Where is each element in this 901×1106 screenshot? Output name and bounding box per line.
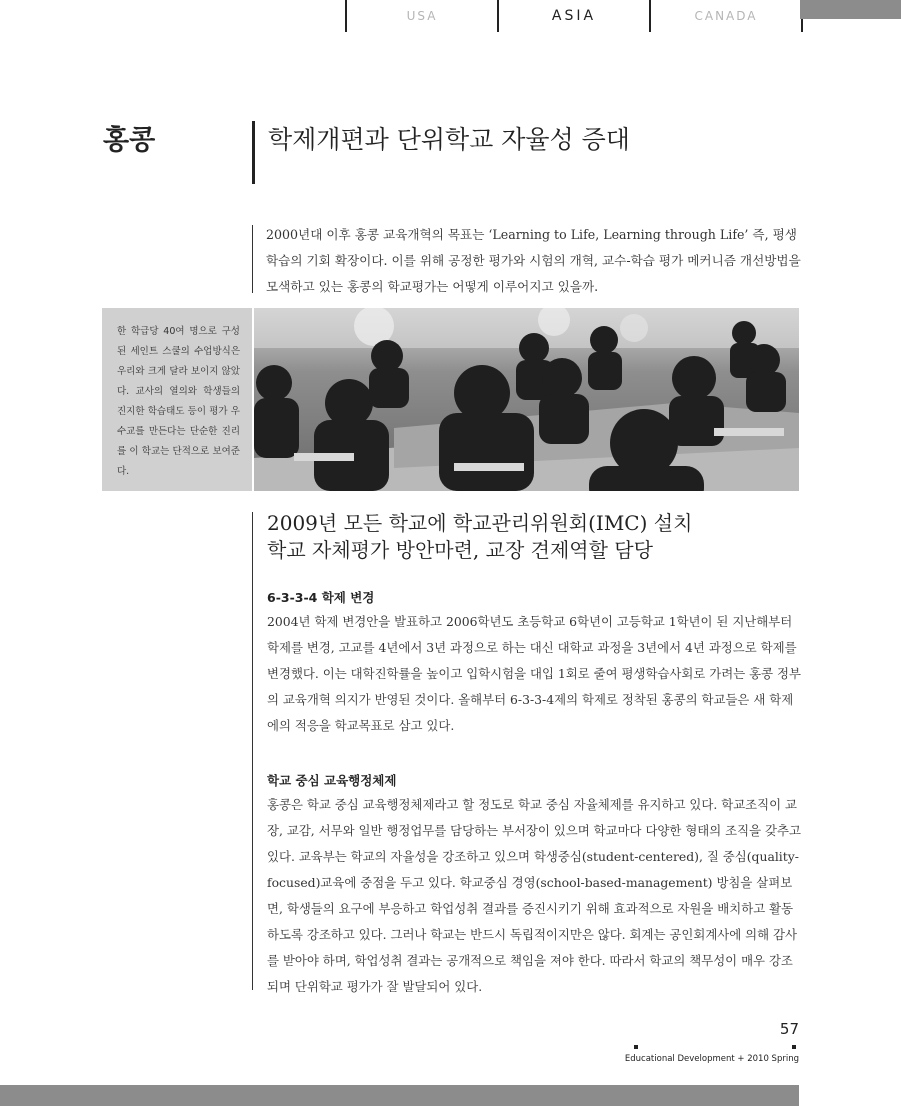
tab-canada[interactable]: CANADA [649, 0, 803, 32]
tab-usa[interactable]: USA [345, 0, 497, 32]
bottom-accent-bar [0, 1085, 799, 1106]
footer-square-left [634, 1045, 638, 1049]
subheading-school-system: 6-3-3-4 학제 변경 [267, 590, 375, 605]
section-nav [345, 0, 803, 32]
photo-caption-box [102, 308, 252, 491]
publication-footer: Educational Development + 2010 Spring [624, 1054, 799, 1064]
article-title: 학제개편과 단위학교 자율성 증대 [268, 125, 630, 154]
body-paragraph-school-system: 2004년 학제 변경안을 발표하고 2006학년도 초등학교 6학년이 고등학교 1학년이 된 지난해부터 학제를 변경, 고교를 4년에서 3년 과정으로 하는 대신 대학교 과정을 3년에서 4년 과정으로 학제를 변경했다. 이는 대학진학률을 높이고 입학시험을 대입 1회로 줄여 평생학습사회로 가려는 홍콩 정부의 교육개혁 의지가 반영된 것이다. 올해부터 6-3-3-4제의 학제로 정착된 홍콩의 학교들은 새 학제에의 적응을 학교목표로 삼고 있다. [267, 614, 801, 733]
footer-square-right [792, 1045, 796, 1049]
corner-accent-block [800, 0, 901, 19]
headline-line-2: 학교 자체평가 방안마련, 교장 견제역할 담당 [267, 538, 653, 562]
section-headline [267, 510, 692, 564]
subheading-school-administration: 학교 중심 교육행정체제 [267, 773, 397, 788]
page-number: 57 [779, 1020, 799, 1038]
intro-paragraph: 2000년대 이후 홍콩 교육개혁의 목표는 ‘Learning to Life, Learning through Life’ 즉, 평생학습의 기회 확장이다. 이를 위해 공정한 평가와 시험의 개혁, 교수-학습 평가 메커니즘 개선방법을 모색하고 있는 홍콩의 학교평가는 어떻게 이루어지고 있을까. [266, 227, 801, 294]
body-rule [252, 512, 253, 990]
photo-caption: 한 학급당 40여 명으로 구성된 세인트 스쿨의 수업방식은 우리와 크게 달라 보이지 않았다. 교사의 열의와 학생들의 진지한 학습태도 등이 평가 우수교를 만든다는 단순한 진리를 이 학교는 단적으로 보여준다. [117, 326, 240, 477]
body-paragraph-school-administration: 홍콩은 학교 중심 교육행정체제라고 할 정도로 학교 중심 자율체제를 유지하고 있다. 학교조직이 교장, 교감, 서무와 일반 행정업무를 담당하는 부서장이 있으며 학교마다 다양한 형태의 조직을 갖추고 있다. 교육부는 학교의 자율성을 강조하고 있으며 학생중심(student-centered), 질 중심(quality-focused)교육에 중점을 두고 있다. 학교중심 경영(school-based-management) 방침을 살펴보면, 학생들의 요구에 부응하고 학업성취 결과를 증진시키기 위해 효과적으로 자원을 배치하고 활동하도록 강조하고 있다. 그러나 학교는 반드시 독립적이지만은 않다. 회계는 공인회계사에 의해 감사를 받아야 하며, 학업성취 결과는 공개적으로 책임을 져야 한다. 따라서 학교의 책무성이 매우 강조되며 단위학교 평가가 잘 발달되어 있다. [267, 797, 801, 994]
headline-line-1: 2009년 모든 학교에 학교관리위원회(IMC) 설치 [267, 511, 693, 535]
intro-rule [252, 225, 253, 293]
title-divider [252, 121, 255, 184]
region-label: 홍콩 [103, 125, 156, 156]
classroom-photo [254, 308, 799, 491]
tab-asia[interactable]: ASIA [497, 0, 649, 32]
